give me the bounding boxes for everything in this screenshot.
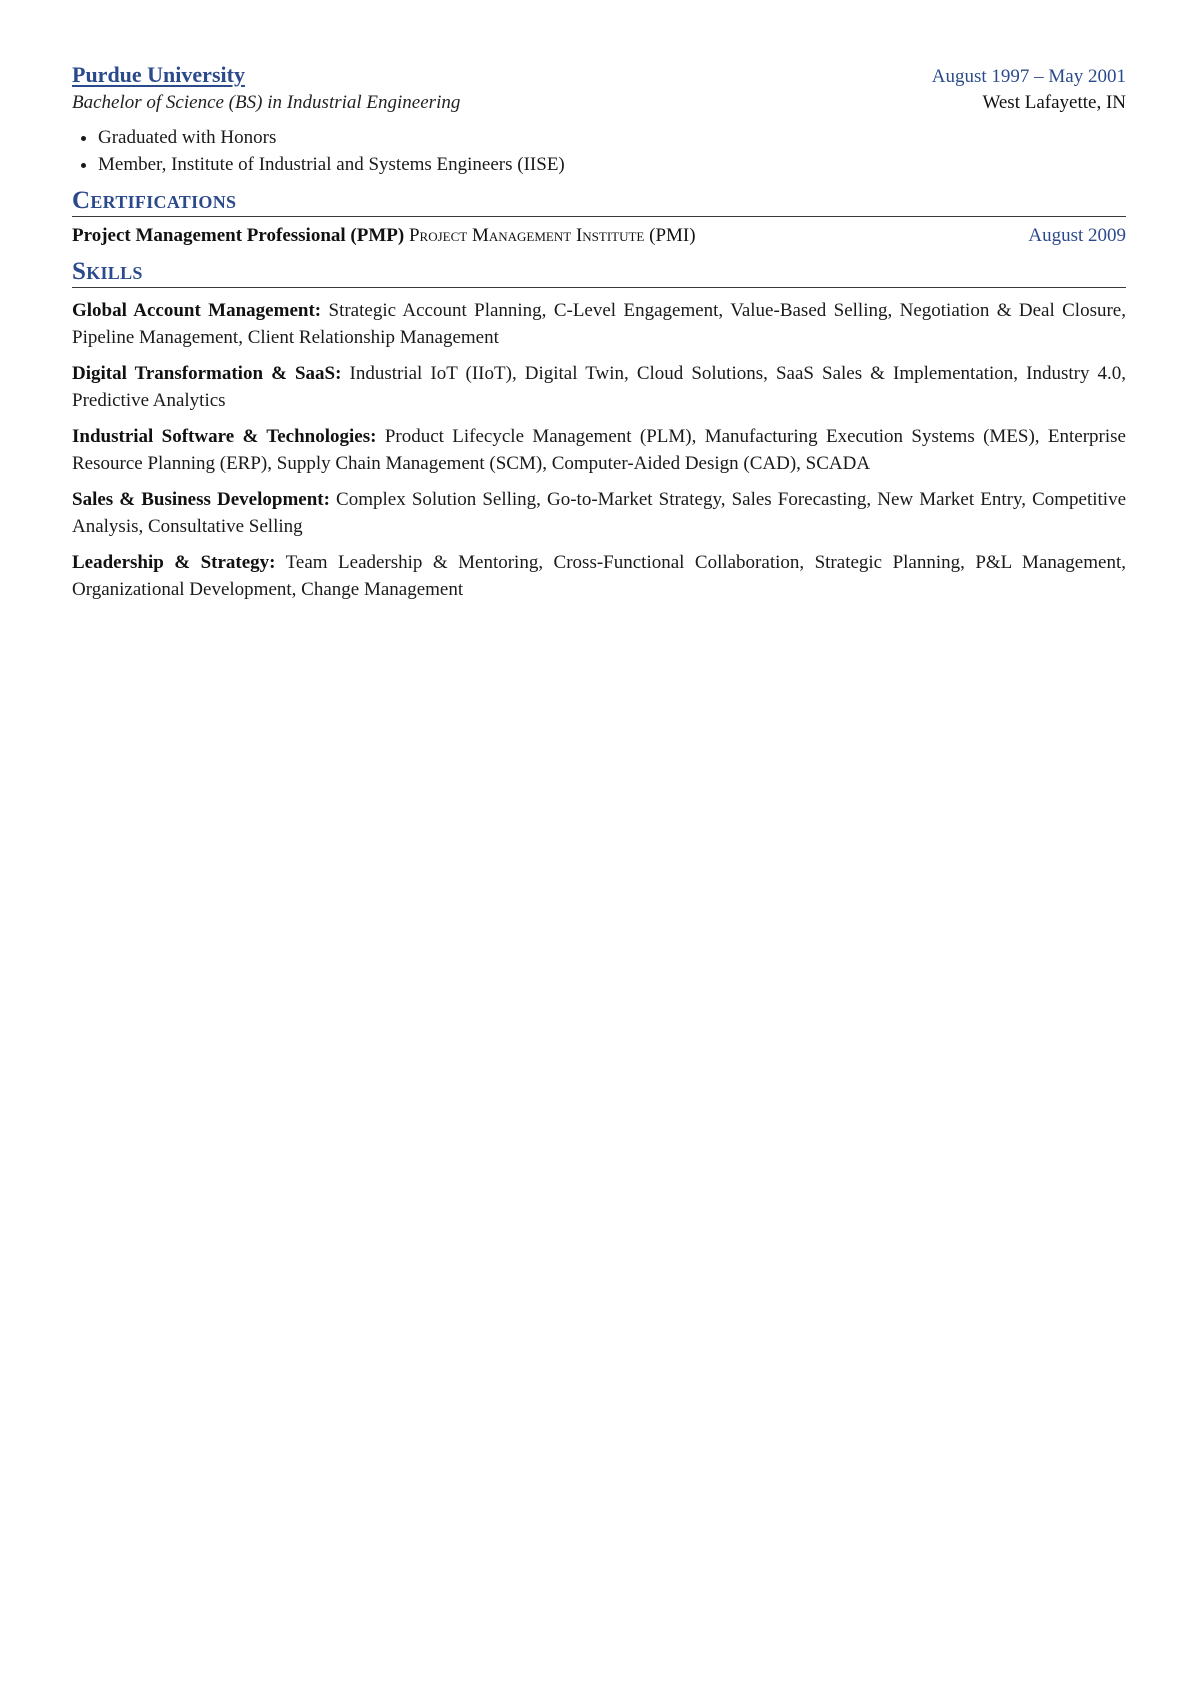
education-dates: August 1997 – May 2001	[931, 66, 1126, 87]
skill-group-label: Global Account Management:	[72, 300, 322, 321]
education-bullets	[72, 124, 1126, 178]
degree-title: Bachelor of Science (BS) in Industrial Engineering	[72, 92, 461, 113]
list-item: • Graduated with Honors	[98, 124, 1126, 151]
certification-issuer: Project Management Institute (PMI)	[408, 225, 696, 246]
school-name-link[interactable]: Purdue University	[72, 62, 245, 87]
skill-group-label: Sales & Business Development:	[72, 489, 330, 510]
education-location: West Lafayette, IN	[982, 92, 1126, 113]
certification-date: August 2009	[1028, 225, 1126, 246]
skill-group-text: Team Leadership & Mentoring, Cross-Functional Collaboration, Strategic Planning, P&L Management, Organizational Development, Change Management	[72, 552, 1126, 600]
skill-group-digital-transformation	[72, 360, 1126, 414]
list-item: • Member, Institute of Industrial and Systems Engineers (IISE)	[98, 151, 1126, 178]
skill-group-label: Digital Transformation & SaaS:	[72, 363, 342, 384]
certification-entry	[72, 225, 1126, 247]
skill-group-sales-business	[72, 486, 1126, 540]
skills-heading: Skills	[72, 257, 1126, 288]
skill-group-text: Product Lifecycle Management (PLM), Manufacturing Execution Systems (MES), Enterprise Resource Planning (ERP), Supply Chain Management (SCM), Computer-Aided Design (CAD), SCADA	[72, 426, 1126, 474]
skill-group-global-account	[72, 297, 1126, 351]
resume-page	[72, 62, 1126, 603]
education-header-row	[72, 62, 1126, 88]
skill-group-text: Complex Solution Selling, Go-to-Market Strategy, Sales Forecasting, New Market Entry, Competitive Analysis, Consultative Selling	[72, 489, 1126, 537]
certifications-heading: Certifications	[72, 186, 1126, 217]
education-entry	[72, 62, 1126, 178]
skill-group-label: Industrial Software & Technologies:	[72, 426, 377, 447]
certification-name: Project Management Professional (PMP)	[72, 225, 405, 246]
education-subheader-row	[72, 92, 1126, 114]
skill-group-leadership	[72, 549, 1126, 603]
skill-group-text: Industrial IoT (IIoT), Digital Twin, Cloud Solutions, SaaS Sales & Implementation, Industry 4.0, Predictive Analytics	[72, 363, 1127, 411]
skill-group-industrial-software	[72, 423, 1126, 477]
certification-title	[72, 225, 696, 247]
skill-group-label: Leadership & Strategy:	[72, 552, 276, 573]
skill-group-text: Strategic Account Planning, C-Level Engagement, Value-Based Selling, Negotiation & Deal Closure, Pipeline Management, Client Relationship Management	[72, 300, 1126, 348]
